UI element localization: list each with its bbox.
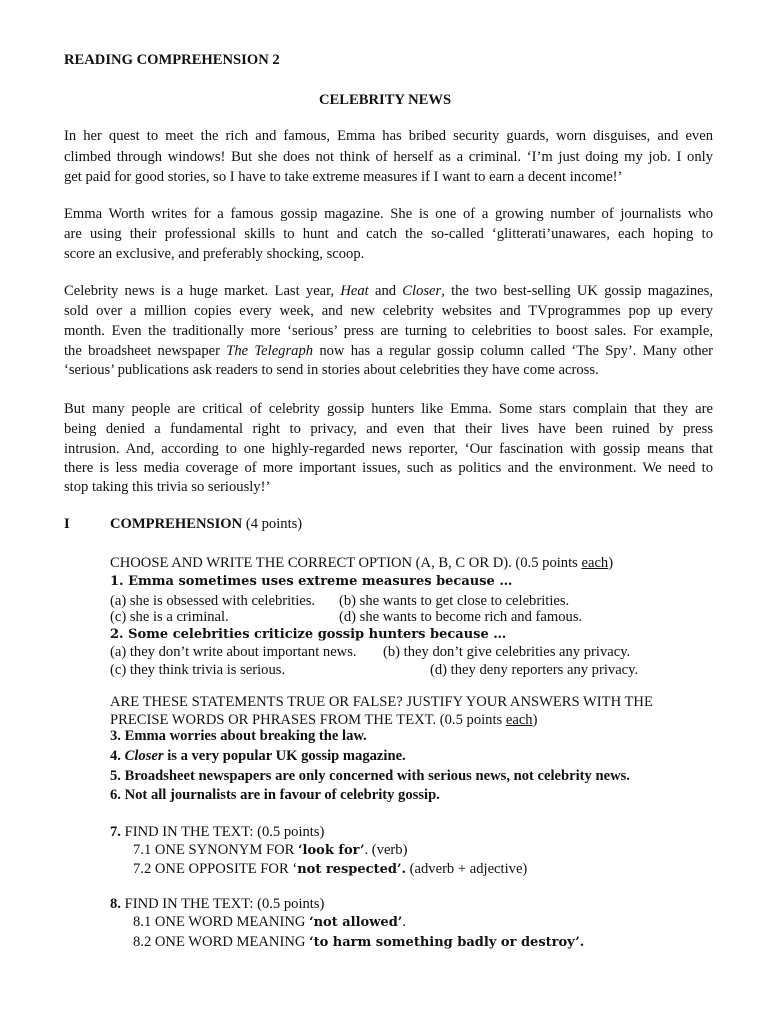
q7-number: 7.	[110, 824, 121, 840]
q2-option-a: (a) they don’t write about important news.	[110, 644, 357, 660]
q7-target: ‘look for’	[298, 843, 365, 858]
article-title: CELEBRITY NEWS	[319, 92, 452, 108]
section-title: COMPREHENSION	[110, 516, 243, 532]
choose-instructions	[110, 553, 613, 573]
q7-target: not respected’.	[297, 862, 406, 877]
tf-instructions-1: ARE THESE STATEMENTS TRUE OR FALSE? JUSTIFY YOUR ANSWERS WITH THE	[110, 694, 653, 710]
p1-line-3: get paid for good stories, so I have to take extreme measures if I want to earn a decent income!’	[64, 169, 623, 185]
p4-line-4: there is less media coverage of more important issues, such as politics and the environment. We need to	[64, 460, 713, 476]
question-5: 5. Broadsheet newspapers are only concerned with serious news, not celebrity news.	[110, 768, 630, 784]
p4-line-3: intrusion. And, according to one highly-regarded news reporter, ‘Our fascination with gossip means that	[64, 441, 713, 457]
instr-text: PRECISE WORDS OR PHRASES FROM THE TEXT. (0.5 points	[110, 712, 503, 728]
instr-text: CHOOSE AND WRITE THE CORRECT OPTION (A, B, C OR D). (0.5 points	[110, 555, 578, 571]
instr-each: each	[581, 555, 609, 571]
p3-text: , the two best-selling UK gossip magazines,	[441, 283, 713, 299]
question-6: 6. Not all journalists are in favour of celebrity gossip.	[110, 787, 440, 803]
q2-option-c: (c) they think trivia is serious.	[110, 662, 286, 678]
q8-sub-text: 8.1 ONE WORD MEANING	[133, 914, 306, 930]
q8-sub-text: 8.2 ONE WORD MEANING	[133, 934, 306, 950]
q4-text: is a very popular UK gossip magazine.	[167, 748, 406, 764]
question-2: 2. Some celebrities criticize gossip hunters because …	[110, 627, 507, 642]
question-1: 1. Emma sometimes uses extreme measures because …	[110, 574, 513, 589]
newspaper-telegraph: The Telegraph	[226, 343, 314, 359]
q8-number: 8.	[110, 896, 121, 912]
p3-text: the broadsheet newspaper	[64, 343, 220, 359]
q2-option-b: (b) they don’t give celebrities any privacy.	[383, 644, 631, 660]
q8-sub-2	[133, 932, 584, 953]
p3-line-3: month. Even the traditionally more ‘serious’ press are turning to celebrities to boost sales. For example,	[64, 323, 713, 339]
p3-line-2: sold over a million copies every week, and new celebrity websites and TVprogrammes pop up every	[64, 303, 713, 319]
magazine-heat: Heat	[340, 283, 369, 299]
q7-label: FIND IN THE TEXT: (0.5 points)	[124, 824, 325, 840]
doc-heading: READING COMPREHENSION 2	[64, 52, 280, 68]
q4-magazine: Closer	[124, 748, 164, 764]
section-number: I	[64, 516, 70, 532]
question-7	[110, 822, 324, 842]
instr-text: )	[532, 712, 538, 728]
q7-sub-2	[133, 859, 527, 880]
p3-line-5: ‘serious’ publications ask readers to send in stories about celebrities they have come across.	[64, 362, 599, 378]
q1-option-c: (c) she is a criminal.	[110, 609, 229, 625]
p4-line-2: being denied a fundamental right to privacy, and even that their lives have been ruined by press	[64, 421, 713, 437]
p1-line-2: climbed through windows! But she does not think of herself as a criminal. ‘I’m just doing my job. I only	[64, 149, 713, 165]
q1-option-d: (d) she wants to become rich and famous.	[339, 609, 583, 625]
q8-sub-text: .	[402, 914, 406, 930]
question-4	[110, 746, 406, 766]
q8-target: ‘not allowed’	[309, 915, 403, 930]
question-8	[110, 894, 324, 914]
p4-line-5: stop taking this trivia so seriously!’	[64, 479, 271, 495]
q1-option-b: (b) she wants to get close to celebrities.	[339, 593, 570, 609]
q7-sub-text: . (verb)	[364, 842, 408, 858]
p3-line-1	[64, 281, 713, 301]
p3-text: Celebrity news is a huge market. Last year,	[64, 283, 335, 299]
magazine-closer: Closer	[402, 283, 442, 299]
p4-line-1: But many people are critical of celebrity gossip hunters like Emma. Some stars complain that they are	[64, 401, 713, 417]
question-3: 3. Emma worries about breaking the law.	[110, 728, 367, 744]
q8-label: FIND IN THE TEXT: (0.5 points)	[124, 896, 325, 912]
section-heading	[110, 514, 302, 534]
p2-line-3: score an exclusive, and preferably shocking, scoop.	[64, 246, 365, 262]
q8-target: ‘to harm something badly or destroy’.	[309, 935, 585, 950]
instr-each: each	[505, 712, 533, 728]
p3-text: and	[374, 283, 397, 299]
q4-number: 4.	[110, 748, 121, 764]
q2-option-d: (d) they deny reporters any privacy.	[430, 662, 639, 678]
q7-sub-1	[133, 840, 407, 861]
instr-text: )	[608, 555, 614, 571]
q8-sub-1	[133, 912, 406, 933]
section-points: (4 points)	[245, 516, 303, 532]
q7-sub-text: 7.1 ONE SYNONYM FOR	[133, 842, 295, 858]
p1-line-1: In her quest to meet the rich and famous, Emma has bribed security guards, worn disguises, and even	[64, 128, 713, 144]
p2-line-2: are using their professional skills to hunt and catch the so-called ‘glitterati’unawares, each hoping to	[64, 226, 713, 242]
p3-line-4	[64, 341, 713, 361]
p2-line-1: Emma Worth writes for a famous gossip magazine. She is one of a growing number of journalists who	[64, 206, 713, 222]
q1-option-a: (a) she is obsessed with celebrities.	[110, 593, 316, 609]
p3-text: now has a regular gossip column called ‘The Spy’. Many other	[319, 343, 713, 359]
q7-sub-text: 7.2 ONE OPPOSITE FOR ‘	[133, 861, 298, 877]
q7-sub-text: (adverb + adjective)	[409, 861, 528, 877]
